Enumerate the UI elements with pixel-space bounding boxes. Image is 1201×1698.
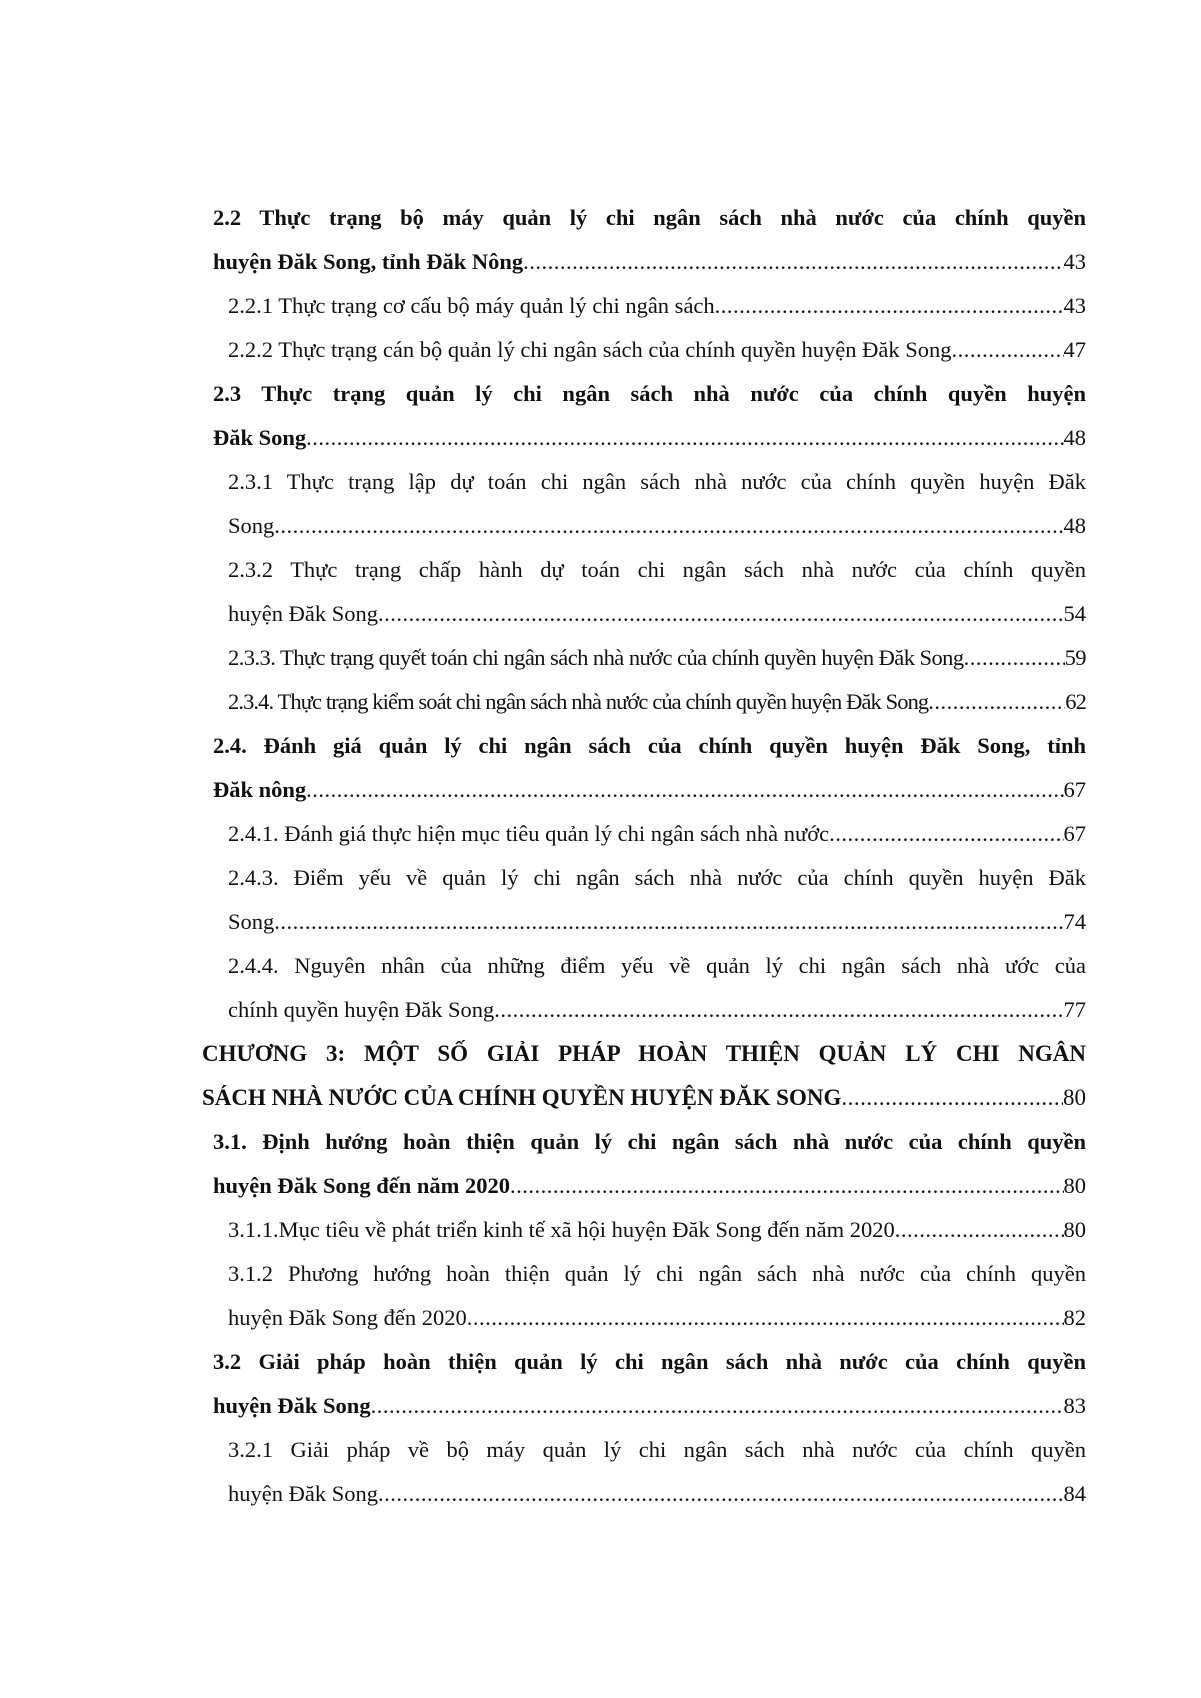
leader-dots [378,1472,1064,1516]
toc-entry-title: SÁCH NHÀ NƯỚC CỦA CHÍNH QUYỀN HUYỆN ĐĂK SONG [202,1085,842,1110]
toc-page-number: 80 [1063,1085,1086,1110]
leader-dots [964,636,1065,680]
toc-entry-chapter-3[interactable] [202,1032,1086,1120]
toc-entry-title: 2.2.2 Thực trạng cán bộ quản lý chi ngân sách của chính quyền huyện Đăk Song [228,337,952,362]
toc-entry-2-4-3[interactable] [228,856,1086,944]
toc-entry-title: huyện Đăk Song đến năm 2020 [213,1173,510,1198]
toc-entry-line1: 3.2 Giải pháp hoàn thiện quản lý chi ngân sách nhà nước của chính quyền [213,1349,1086,1374]
toc-page-number: 80 [1063,1173,1086,1198]
leader-dots [371,1384,1064,1428]
leader-dots [378,592,1064,636]
toc-page-number: 47 [1063,337,1086,362]
toc-entry-2-2[interactable] [213,196,1086,284]
toc-entry-2-2-2[interactable] [228,328,1086,372]
toc-entry-title: Đăk Song [213,425,307,450]
leader-dots [274,504,1063,548]
toc-page-number: 83 [1063,1393,1086,1418]
toc-entry-line1: 2.4.4. Nguyên nhân của những điểm yếu về quản lý chi ngân sách nhà ước của [228,953,1086,978]
toc-page-number: 59 [1064,645,1086,670]
leader-dots [306,416,1063,460]
leader-dots [715,284,1064,328]
leader-dots [895,1208,1064,1252]
toc-entry-line1: 2.3.2 Thực trạng chấp hành dự toán chi ngân sách nhà nước của chính quyền [228,557,1086,582]
toc-entry-2-3-4[interactable] [228,680,1086,724]
toc-entry-title: Song [228,513,275,538]
toc-entry-2-4-1[interactable] [228,812,1086,856]
leader-dots [494,988,1063,1032]
toc-entry-2-3-3[interactable] [228,636,1086,680]
toc-entry-2-2-1[interactable] [228,284,1086,328]
toc-entry-3-2[interactable] [213,1340,1086,1428]
toc-page-number: 54 [1063,601,1086,626]
toc-entry-title: 3.1.1.Mục tiêu về phát triển kinh tế xã hội huyện Đăk Song đến năm 2020 [228,1217,895,1242]
toc-entry-title: Đăk nông [213,777,307,802]
leader-dots [951,328,1063,372]
toc-entry-3-1-2[interactable] [228,1252,1086,1340]
toc-entry-title: 2.2.1 Thực trạng cơ cấu bộ máy quản lý chi ngân sách [228,293,715,318]
toc-entry-title: huyện Đăk Song [213,1393,371,1418]
toc-entry-line1: 2.4.3. Điểm yếu về quản lý chi ngân sách nhà nước của chính quyền huyện Đăk [228,865,1086,890]
toc-page-number: 80 [1063,1217,1086,1242]
toc-entry-2-4-4[interactable] [228,944,1086,1032]
toc-entry-title: 2.3.4. Thực trạng kiểm soát chi ngân sách nhà nước của chính quyền huyện Đăk Song [228,689,929,714]
toc-entry-line1: 3.1. Định hướng hoàn thiện quản lý chi ngân sách nhà nước của chính quyền [213,1129,1086,1154]
toc-page-number: 67 [1063,821,1086,846]
toc-entry-3-1-1[interactable] [228,1208,1086,1252]
toc-entry-3-2-1[interactable] [228,1428,1086,1516]
toc-entry-line1: 2.3.1 Thực trạng lập dự toán chi ngân sách nhà nước của chính quyền huyện Đăk [228,469,1086,494]
toc-entry-line1: 3.1.2 Phương hướng hoàn thiện quản lý chi ngân sách nhà nước của chính quyền [228,1261,1086,1286]
leader-dots [510,1164,1064,1208]
toc-entry-2-3-1[interactable] [228,460,1086,548]
toc-entry-line1: 2.4. Đánh giá quản lý chi ngân sách của chính quyền huyện Đăk Song, tỉnh [213,733,1086,758]
leader-dots [306,768,1063,812]
leader-dots [829,812,1063,856]
toc-entry-2-4[interactable] [213,724,1086,812]
toc-page-number: 67 [1063,777,1086,802]
toc-page-number: 62 [1065,689,1086,714]
toc-entry-line1: 2.3 Thực trạng quản lý chi ngân sách nhà nước của chính quyền huyện [213,381,1086,406]
toc-entry-line1: CHƯƠNG 3: MỘT SỐ GIẢI PHÁP HOÀN THIỆN QUẢN LÝ CHI NGÂN [202,1041,1086,1066]
toc-entry-3-1[interactable] [213,1120,1086,1208]
toc-page-number: 48 [1063,425,1086,450]
toc-page-number: 77 [1063,997,1086,1022]
toc-entry-title: huyện Đăk Song, tỉnh Đăk Nông [213,249,524,274]
toc-entry-2-3-2[interactable] [228,548,1086,636]
toc-entry-2-3[interactable] [213,372,1086,460]
toc-entry-title: huyện Đăk Song [228,601,378,626]
leader-dots [841,1076,1063,1120]
toc-entry-title: Song [228,909,275,934]
toc-page-number: 82 [1063,1305,1086,1330]
leader-dots [523,240,1063,284]
toc-entry-title: chính quyền huyện Đăk Song [228,997,495,1022]
toc-entry-line1: 2.2 Thực trạng bộ máy quản lý chi ngân sách nhà nước của chính quyền [213,205,1086,230]
toc-entry-title: 2.3.3. Thực trạng quyết toán chi ngân sách nhà nước của chính quyền huyện Đăk Song [228,645,964,670]
leader-dots [274,900,1063,944]
leader-dots [467,1296,1064,1340]
toc-page-number: 43 [1063,249,1086,274]
toc-entry-title: huyện Đăk Song [228,1481,378,1506]
toc-page-number: 48 [1063,513,1086,538]
toc-page-number: 74 [1063,909,1086,934]
toc-entry-title: huyện Đăk Song đến 2020 [228,1305,467,1330]
toc-page-number: 43 [1063,293,1086,318]
leader-dots [928,680,1065,724]
toc-page-number: 84 [1063,1481,1086,1506]
toc-entry-line1: 3.2.1 Giải pháp về bộ máy quản lý chi ngân sách nhà nước của chính quyền [228,1437,1086,1462]
toc-entry-title: 2.4.1. Đánh giá thực hiện mục tiêu quản lý chi ngân sách nhà nước [228,821,830,846]
